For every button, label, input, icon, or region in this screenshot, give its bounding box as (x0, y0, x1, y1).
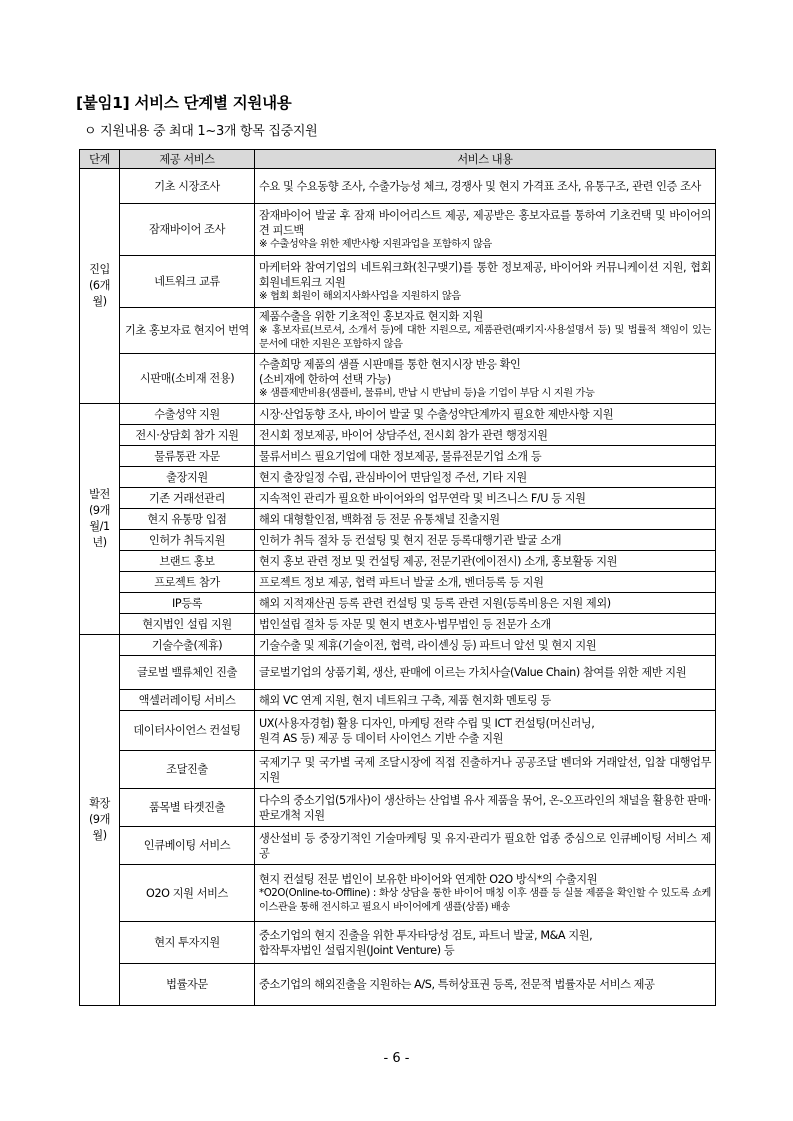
content-line: 시장·산업동향 조사, 바이어 발굴 및 수출성약단계까지 필요한 제반사항 지원 (259, 407, 614, 421)
service-content-cell (255, 690, 716, 711)
page-title: [붙임1] 서비스 단계별 지원내용 (76, 94, 292, 112)
table-row (80, 827, 716, 865)
service-name-cell: 품목별 타겟진출 (120, 789, 255, 827)
content-line: 국제기구 및 국가별 국제 조달시장에 직접 진출하거나 공공조달 벤더와 거래알선, 입찰 대행업무 지원 (259, 755, 711, 784)
table-row (80, 635, 716, 656)
content-note: ※ 홍보자료(브로셔, 소개서 등)에 대한 지원으로, 제품관련(패키지·사용설명서 등) 및 법률적 책임이 있는 문서에 대한 지원은 포함하지 않음 (259, 325, 711, 350)
service-content-cell (255, 593, 716, 614)
service-content-cell (255, 488, 716, 509)
table-row (80, 656, 716, 690)
service-content-cell (255, 635, 716, 656)
service-content-cell (255, 169, 716, 204)
service-content-cell (255, 308, 716, 354)
header-service: 제공 서비스 (120, 150, 255, 169)
table-row (80, 572, 716, 593)
service-name-cell: 수출성약 지원 (120, 404, 255, 425)
table-row (80, 751, 716, 789)
service-content-cell (255, 711, 716, 751)
service-name-cell: 현지 유통망 입점 (120, 509, 255, 530)
service-content-cell (255, 446, 716, 467)
page-number: - 6 - (383, 1051, 410, 1066)
content-line: 글로벌기업의 상품기획, 생산, 판매에 이르는 가치사슬(Value Chain) 참여를 위한 제반 지원 (259, 666, 687, 679)
service-name-cell: 전시·상담회 참가 지원 (120, 425, 255, 446)
service-name-cell: 인허가 취득지원 (120, 530, 255, 551)
content-line: 수출희망 제품의 샘플 시판매를 통한 현지시장 반응 확인 (259, 357, 521, 371)
table-row (80, 509, 716, 530)
content-line: 수요 및 수요동향 조사, 수출가능성 체크, 경쟁사 및 현지 가격표 조사, 유통구조, 관련 인증 조사 (259, 179, 701, 193)
table-row (80, 354, 716, 404)
service-content-cell (255, 256, 716, 308)
content-line: 인허가 취득 절차 등 컨설팅 및 현지 전문 등록대행기관 발굴 소개 (259, 533, 562, 547)
service-content-cell (255, 467, 716, 488)
service-name-cell: 시판매(소비재 전용) (120, 354, 255, 404)
service-content-cell (255, 551, 716, 572)
service-name-cell: 기존 거래선관리 (120, 488, 255, 509)
service-content-cell (255, 354, 716, 404)
service-name-cell: 잠재바이어 조사 (120, 204, 255, 256)
service-name-cell: 출장지원 (120, 467, 255, 488)
service-name-cell: 인큐베이팅 서비스 (120, 827, 255, 865)
service-name-cell: 기초 홍보자료 현지어 번역 (120, 308, 255, 354)
content-line: 현지 홍보 관련 정보 및 컨설팅 제공, 전문기관(에이전시) 소개, 홍보활동 지원 (259, 554, 618, 568)
content-line: (소비재에 한하여 선택 가능) (259, 372, 391, 386)
service-name-cell: 기초 시장조사 (120, 169, 255, 204)
content-line: 현지 컨설팅 전문 법인이 보유한 바이어와 연계한 O2O 방식*의 수출지원 (259, 872, 598, 886)
content-line: 다수의 중소기업(5개사)이 생산하는 산업별 유사 제품을 묶어, 온-오프라인의 채널을 활용한 판매·판로개척 지원 (259, 793, 711, 822)
content-note: ※ 수출성약을 위한 제반사항 지원과업을 포함하지 않음 (259, 238, 492, 250)
service-name-cell: 현지 투자지원 (120, 922, 255, 964)
service-name-cell: 액셀러레이팅 서비스 (120, 690, 255, 711)
table-row (80, 204, 716, 256)
table-header-row (80, 150, 716, 169)
service-content-cell (255, 827, 716, 865)
table-row (80, 614, 716, 635)
table-row (80, 467, 716, 488)
content-line: 원격 AS 등) 제공 등 데이터 사이언스 기반 수출 지원 (259, 731, 504, 745)
stage-cell: 진입 (6개월) (80, 169, 120, 404)
table-row (80, 425, 716, 446)
content-line: 전시회 정보제공, 바이어 상담주선, 전시회 참가 관련 행정지원 (259, 428, 548, 442)
content-line: 법인설립 절차 등 자문 및 현지 변호사·법무법인 등 전문가 소개 (259, 617, 551, 631)
content-line: 중소기업의 해외진출을 지원하는 A/S, 특허상표권 등록, 전문적 법률자문 서비스 제공 (259, 978, 655, 991)
service-content-cell (255, 922, 716, 964)
table-row (80, 711, 716, 751)
table-row (80, 690, 716, 711)
content-note: ※ 협회 회원이 해외지사화사업을 지원하지 않음 (259, 290, 461, 302)
service-table (79, 149, 716, 1006)
content-line: 잠재바이어 발굴 후 잠재 바이어리스트 제공, 제공받은 홍보자료를 통하여 기초컨택 및 바이어의견 피드백 (259, 208, 711, 237)
content-line: 지속적인 관리가 필요한 바이어와의 업무연락 및 비즈니스 F/U 등 지원 (259, 491, 586, 505)
table-row (80, 530, 716, 551)
service-content-cell (255, 964, 716, 1006)
table-row (80, 789, 716, 827)
service-content-cell (255, 789, 716, 827)
service-content-cell (255, 425, 716, 446)
content-line: 합작투자법인 설립지원(Joint Venture) 등 (259, 943, 455, 957)
content-line: 제품수출을 위한 기초적인 홍보자료 현지화 지원 (259, 310, 483, 323)
table-row (80, 551, 716, 572)
content-line: 해외 지적재산권 등록 관련 컨설팅 및 등록 관련 지원(등록비용은 지원 제외) (259, 596, 611, 610)
content-line: 해외 대형할인점, 백화점 등 전문 유통채널 진출지원 (259, 512, 500, 526)
header-content: 서비스 내용 (255, 150, 716, 169)
table-row (80, 256, 716, 308)
service-name-cell: 프로젝트 참가 (120, 572, 255, 593)
content-line: 프로젝트 정보 제공, 협력 파트너 발굴 소개, 벤더등록 등 지원 (259, 575, 544, 589)
service-name-cell: 브랜드 홍보 (120, 551, 255, 572)
service-content-cell (255, 614, 716, 635)
table-row (80, 964, 716, 1006)
service-name-cell: 기술수출(제휴) (120, 635, 255, 656)
service-content-cell (255, 656, 716, 690)
service-content-cell (255, 865, 716, 922)
service-name-cell: 현지법인 설립 지원 (120, 614, 255, 635)
service-content-cell (255, 509, 716, 530)
service-name-cell: 물류통관 자문 (120, 446, 255, 467)
service-content-cell (255, 751, 716, 789)
header-stage: 단계 (80, 150, 120, 169)
service-name-cell: 조달진출 (120, 751, 255, 789)
table-row (80, 488, 716, 509)
table-row (80, 922, 716, 964)
stage-cell: 발전 (9개 월/1 년) (80, 404, 120, 635)
content-line: 해외 VC 연계 지원, 현지 네트워크 구축, 제품 현지화 멘토링 등 (259, 693, 551, 707)
service-name-cell: 글로벌 밸류체인 진출 (120, 656, 255, 690)
service-name-cell: O2O 지원 서비스 (120, 865, 255, 922)
content-line: 마케터와 참여기업의 네트워크화(친구맺기)를 통한 정보제공, 바이어와 커뮤니케이션 지원, 협회 회원네트워크 지원 (259, 260, 711, 289)
content-line: 현지 출장일정 수립, 관심바이어 면담일정 주선, 기타 지원 (259, 470, 527, 484)
table-row (80, 865, 716, 922)
service-name-cell: 데이터사이언스 컨설팅 (120, 711, 255, 751)
service-name-cell: 법률자문 (120, 964, 255, 1006)
content-line: 생산설비 등 중장기적인 기술마케팅 및 유지·관리가 필요한 업종 중심으로 인큐베이팅 서비스 제공 (259, 831, 711, 860)
content-line: 중소기업의 현지 진출을 위한 투자타당성 검토, 파트너 발굴, M&A 지원, (259, 928, 593, 942)
table-row (80, 169, 716, 204)
table-row (80, 446, 716, 467)
page-subtitle: ㅇ 지원내용 중 최대 1~3개 항목 집중지원 (84, 124, 318, 139)
content-line: 기술수출 및 제휴(기술이전, 협력, 라이센싱 등) 파트너 알선 및 현지 지원 (259, 638, 597, 652)
service-content-cell (255, 530, 716, 551)
stage-cell: 확장 (9개 월) (80, 635, 120, 1006)
content-line: UX(사용자경험) 활용 디자인, 마케팅 전략 수립 및 ICT 컨설팅(머신러닝, (259, 716, 595, 730)
service-name-cell: 네트워크 교류 (120, 256, 255, 308)
table-row (80, 404, 716, 425)
content-note: ※ 샘플제반비용(샘플비, 물류비, 반납 시 반납비 등)을 기업이 부담 시 지원 가능 (259, 387, 595, 399)
service-name-cell: IP등록 (120, 593, 255, 614)
service-content-cell (255, 572, 716, 593)
content-note: *O2O(Online-to-Offline) : 화상 상담을 통한 바이어 매칭 이후 샘플 등 실물 제품을 확인할 수 있도록 쇼케이스관을 통해 전시하고 필요시 바이어에게 샘플(상품) 배송 (259, 887, 711, 913)
service-content-cell (255, 404, 716, 425)
service-content-cell (255, 204, 716, 256)
table-row (80, 593, 716, 614)
table-row (80, 308, 716, 354)
content-line: 물류서비스 필요기업에 대한 정보제공, 물류전문기업 소개 등 (259, 449, 542, 463)
